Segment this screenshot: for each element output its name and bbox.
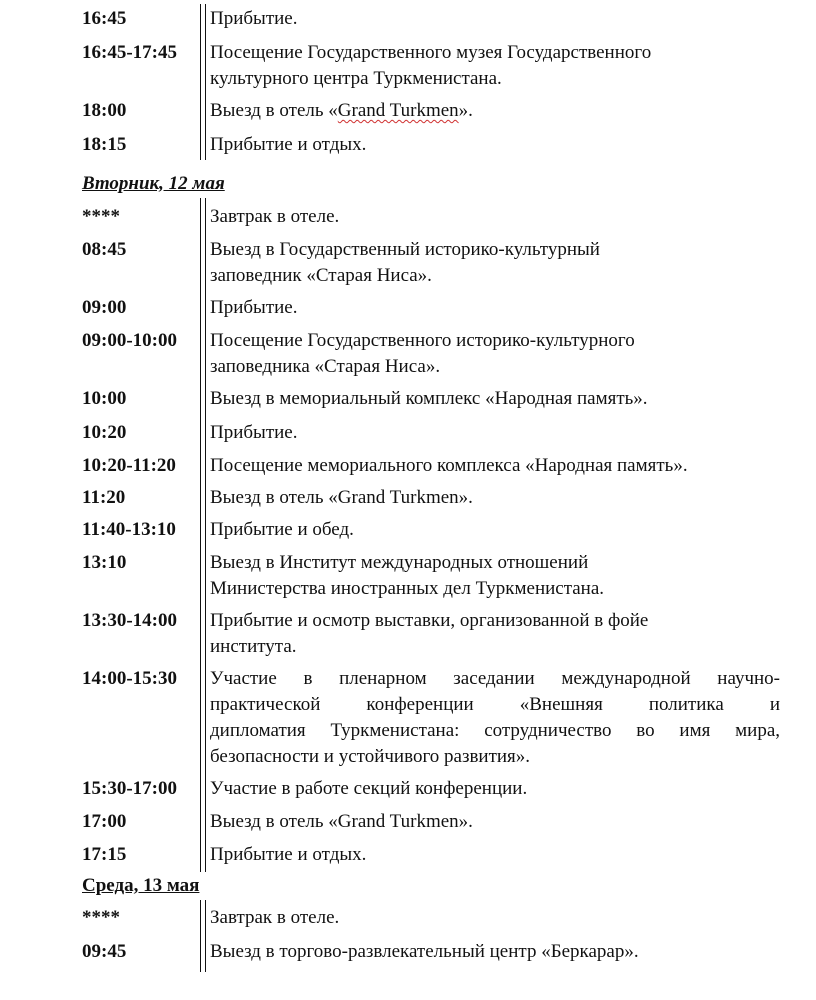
activity-line: заповедника «Старая Ниса». — [210, 356, 441, 377]
activity-cell — [210, 6, 780, 32]
activity-line: безопасности и устойчивого развития». — [210, 746, 531, 767]
activity-line: Выезд в Государственный историко-культурный — [210, 239, 600, 260]
time-cell: **** — [82, 907, 120, 928]
activity-line: Завтрак в отеле. — [210, 907, 340, 928]
time-cell: 13:10 — [82, 552, 127, 573]
activity-line: Прибытие. — [210, 297, 298, 318]
time-cell: 18:15 — [82, 134, 127, 155]
activity-cell — [210, 776, 780, 802]
activity-line: дипломатия Туркменистана: сотрудничество во имя мира, — [210, 720, 780, 741]
activity-line: Выезд в отель «Grand Turkmen». — [210, 811, 473, 832]
activity-line: Выезд в отель «Grand Turkmen». — [210, 487, 473, 508]
column-divider-2 — [200, 198, 206, 872]
activity-line: Прибытие и отдых. — [210, 134, 367, 155]
time-cell: 15:30-17:00 — [82, 778, 177, 799]
activity-line: института. — [210, 636, 297, 657]
activity-cell — [210, 40, 780, 92]
activity-line: заповедник «Старая Ниса». — [210, 265, 432, 286]
time-cell: 08:45 — [82, 239, 127, 260]
activity-cell — [210, 905, 780, 931]
activity-line: Выезд в мемориальный комплекс «Народная память». — [210, 388, 648, 409]
activity-cell — [210, 666, 780, 770]
activity-line: Прибытие и отдых. — [210, 844, 367, 865]
activity-cell — [210, 517, 780, 543]
activity-line: Участие в пленарном заседании международной научно- — [210, 668, 780, 689]
activity-cell — [210, 386, 780, 412]
activity-line: Посещение мемориального комплекса «Народная память». — [210, 455, 688, 476]
column-divider-3 — [200, 900, 206, 972]
activity-cell — [210, 842, 780, 868]
time-cell: **** — [82, 206, 120, 227]
time-cell: 09:00-10:00 — [82, 330, 177, 351]
time-cell: 14:00-15:30 — [82, 668, 177, 689]
time-cell: 11:20 — [82, 487, 126, 508]
activity-line: культурного центра Туркменистана. — [210, 68, 502, 89]
activity-line: Посещение Государственного музея Государственного — [210, 42, 652, 63]
activity-line: Прибытие и осмотр выставки, организованной в фойе — [210, 610, 649, 631]
spellcheck-flagged-text: Grand Turkmen — [337, 100, 459, 121]
activity-cell — [210, 809, 780, 835]
time-cell: 16:45-17:45 — [82, 42, 177, 63]
activity-cell — [210, 295, 780, 321]
activity-line: Выезд в Институт международных отношений — [210, 552, 589, 573]
activity-line: Прибытие. — [210, 422, 298, 443]
time-cell: 10:20 — [82, 422, 127, 443]
activity-line: Посещение Государственного историко-культурного — [210, 330, 635, 351]
activity-line: Министерства иностранных дел Туркменистана. — [210, 578, 605, 599]
column-divider-1 — [200, 4, 206, 160]
activity-cell — [210, 939, 780, 965]
activity-cell — [210, 237, 780, 289]
activity-line: Прибытие и обед. — [210, 519, 354, 540]
time-cell: 09:00 — [82, 297, 127, 318]
time-cell: 16:45 — [82, 8, 127, 29]
activity-cell — [210, 204, 780, 230]
activity-line: Выезд в отель «Grand Turkmen». — [210, 100, 473, 121]
activity-line: Завтрак в отеле. — [210, 206, 340, 227]
time-cell: 17:00 — [82, 811, 127, 832]
time-cell: 18:00 — [82, 100, 127, 121]
activity-cell — [210, 132, 780, 158]
activity-line: Участие в работе секций конференции. — [210, 778, 528, 799]
time-cell: 11:40-13:10 — [82, 519, 176, 540]
activity-cell — [210, 98, 780, 124]
activity-cell — [210, 608, 780, 660]
time-cell: 09:45 — [82, 941, 127, 962]
time-cell: 10:00 — [82, 388, 127, 409]
activity-line: Выезд в торгово-развлекательный центр «Беркарар». — [210, 941, 639, 962]
activity-line: Прибытие. — [210, 8, 298, 29]
activity-cell — [210, 420, 780, 446]
activity-cell — [210, 485, 780, 511]
day-heading-wednesday: Среда, 13 мая — [82, 875, 200, 896]
time-cell: 13:30-14:00 — [82, 610, 177, 631]
activity-line: практической конференции «Внешняя политика и — [210, 694, 780, 715]
activity-cell — [210, 550, 780, 602]
time-cell: 10:20-11:20 — [82, 455, 176, 476]
activity-cell — [210, 453, 780, 479]
activity-cell — [210, 328, 780, 380]
day-heading-tuesday: Вторник, 12 мая — [82, 173, 225, 194]
time-cell: 17:15 — [82, 844, 127, 865]
